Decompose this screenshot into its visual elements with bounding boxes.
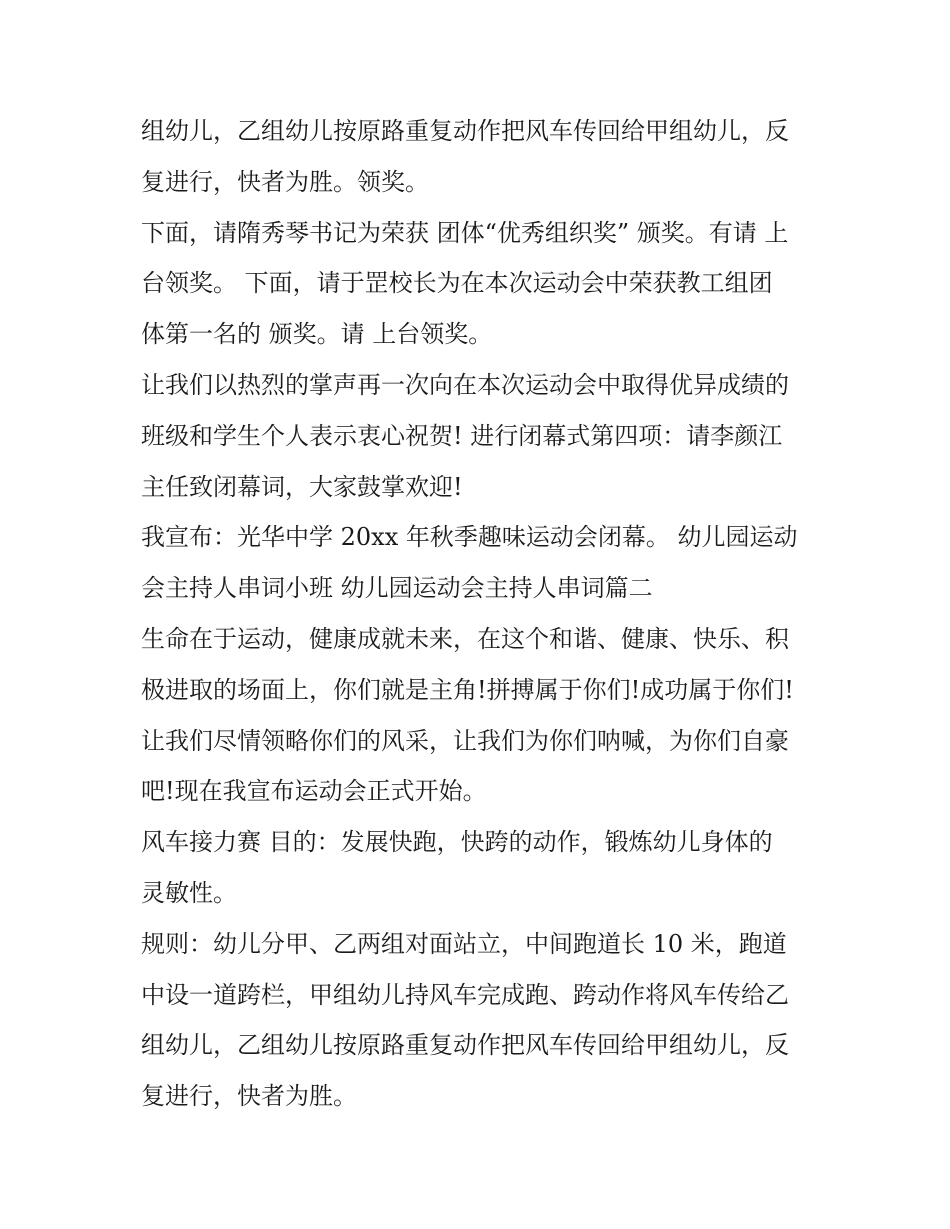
- text-line: 复进行，快者为胜。: [141, 1082, 357, 1111]
- text-line: 我宣布：光华中学 20xx 年秋季趣味运动会闭幕。 幼儿园运动: [141, 523, 798, 552]
- paragraph-relay-rules: [141, 919, 821, 1122]
- text-line: 复进行，快者为胜。领奖。: [141, 167, 429, 196]
- text-line: 灵敏性。: [141, 878, 237, 907]
- paragraph-congratulations: [141, 360, 821, 512]
- text-line: 主任致闭幕词，大家鼓掌欢迎!: [141, 472, 463, 501]
- paragraph-award-announcement: [141, 208, 821, 360]
- text-line: 组幼儿，乙组幼儿按原路重复动作把风车传回给甲组幼儿，反: [141, 117, 789, 145]
- text-line: 吧!现在我宣布运动会正式开始。: [141, 777, 487, 806]
- text-line: 让我们尽情领略你们的风采，让我们为你们呐喊，为你们自豪: [141, 726, 789, 755]
- text-line: 会主持人串词小班 幼儿园运动会主持人串词篇二: [141, 574, 653, 603]
- text-line: 风车接力赛 目的：发展快跑，快跨的动作，锻炼幼儿身体的: [141, 828, 773, 857]
- text-line: 体第一名的 颁奖。请 上台领奖。: [141, 320, 493, 349]
- paragraph-closing-declaration: [141, 512, 821, 614]
- text-line: 生命在于运动，健康成就未来，在这个和谐、健康、快乐、积: [141, 624, 789, 653]
- paragraph-award-continuation: [141, 106, 821, 208]
- text-line: 下面，请隋秀琴书记为荣获 团体“优秀组织奖” 颁奖。有请 上: [141, 218, 789, 247]
- paragraph-relay-purpose: [141, 817, 821, 919]
- text-line: 班级和学生个人表示衷心祝贺! 进行闭幕式第四项：请李颜江: [141, 421, 783, 450]
- text-line: 台领奖。 下面，请于罡校长为在本次运动会中荣获教工组团: [141, 269, 773, 298]
- text-line: 极进取的场面上，你们就是主角!拼搏属于你们!成功属于你们!: [141, 675, 794, 704]
- paragraph-opening-speech: [141, 614, 821, 817]
- text-line: 规则：幼儿分甲、乙两组对面站立，中间跑道长 10 米，跑道: [141, 929, 787, 958]
- text-line: 中设一道跨栏，甲组幼儿持风车完成跑、跨动作将风车传给乙: [141, 980, 789, 1009]
- text-line: 让我们以热烈的掌声再一次向在本次运动会中取得优异成绩的: [141, 370, 789, 399]
- text-line: 组幼儿，乙组幼儿按原路重复动作把风车传回给甲组幼儿，反: [141, 1031, 789, 1060]
- document-body: [141, 106, 821, 1122]
